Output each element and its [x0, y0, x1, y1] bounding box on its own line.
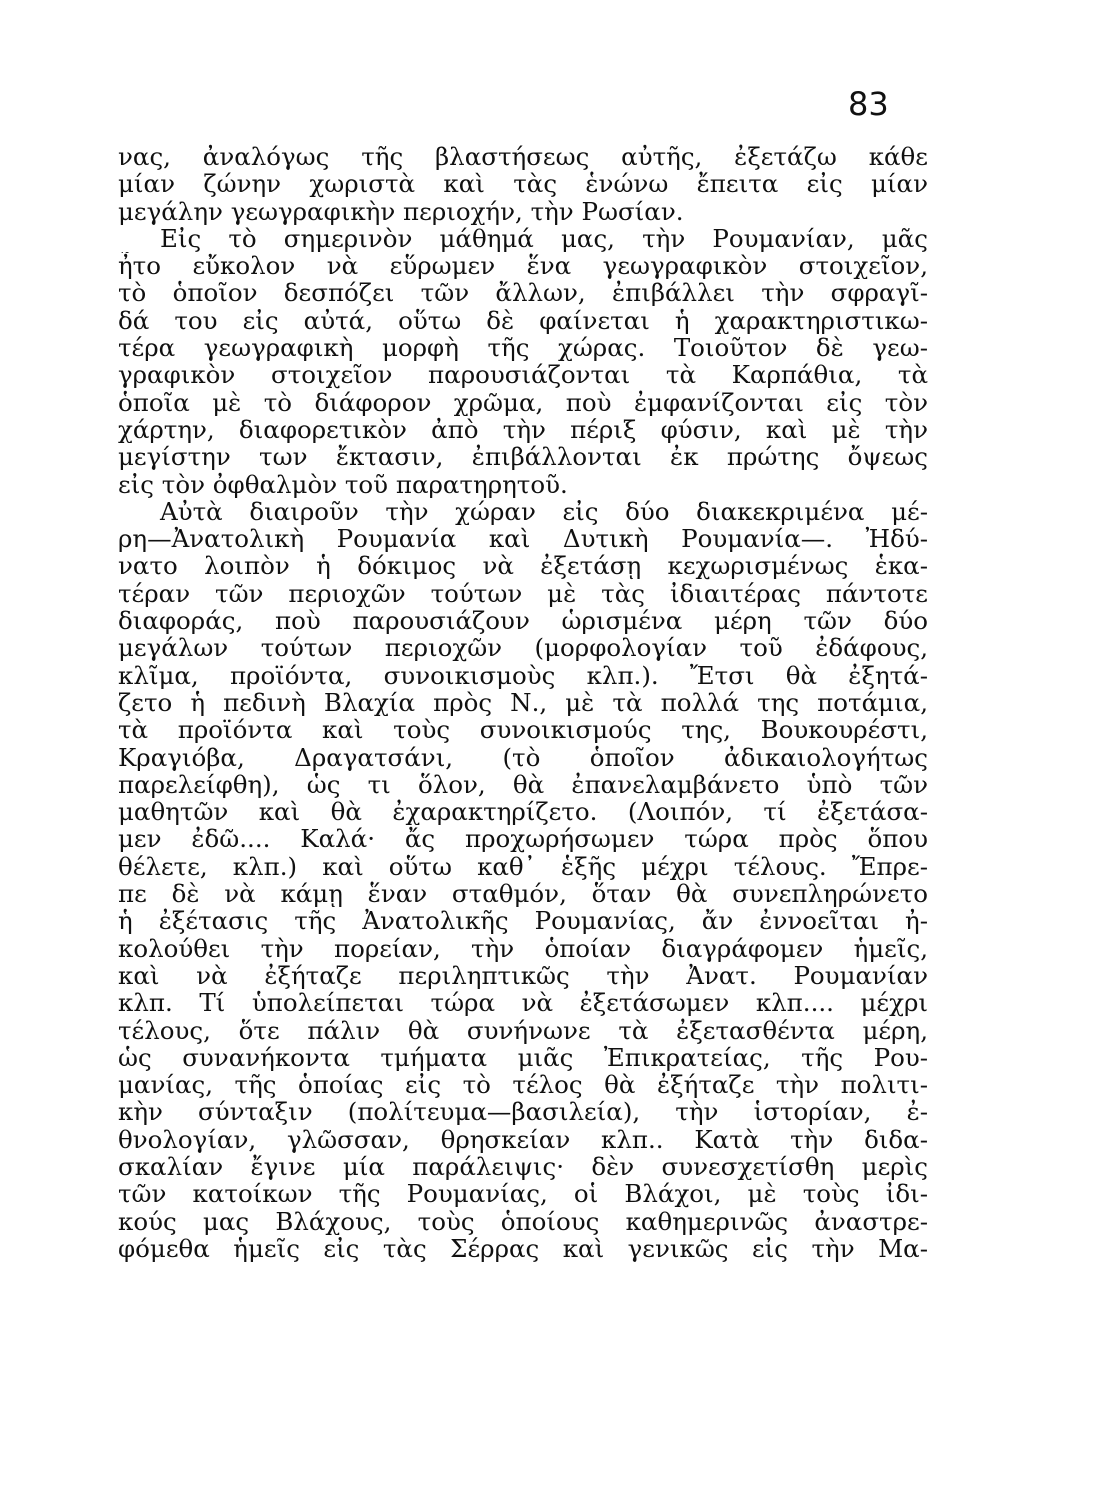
- text-line: μίαν ζώνην χωριστὰ καὶ τὰς ἑνώνω ἔπειτα εἰς μίαν: [118, 170, 928, 198]
- text-line: ἡ ἐξέτασις τῆς Ἀνατολικῆς Ρουμανίας, ἄν ἐννοεῖται ἠ-: [118, 907, 928, 935]
- text-line: κούς μας Βλάχους, τοὺς ὁποίους καθημερινῶς ἀναστρε-: [118, 1207, 928, 1235]
- text-line: ὁποῖα μὲ τὸ διάφορον χρῶμα, ποὺ ἐμφανίζονται εἰς τὸν: [118, 388, 928, 416]
- text-line: μαθητῶν καὶ θὰ ἐχαρακτηρίζετο. (Λοιπόν, τί ἐξετάσα-: [118, 798, 928, 826]
- text-line: ἦτο εὔκολον νὰ εὕρωμεν ἕνα γεωγραφικὸν στοιχεῖον,: [118, 252, 928, 280]
- text-line: τέραν τῶν περιοχῶν τούτων μὲ τὰς ἰδιαιτέρας πάντοτε: [118, 579, 928, 608]
- text-line: ζετο ἡ πεδινὴ Βλαχία πρὸς Ν., μὲ τὰ πολλά της ποτάμια,: [118, 688, 928, 717]
- text-line: νατο λοιπὸν ἡ δόκιμος νὰ ἐξετάσῃ κεχωρισμένως ἑκα-: [118, 552, 928, 580]
- text-line: μεγάλην γεωγραφικὴν περιοχήν, τὴν Ρωσίαν.: [118, 197, 684, 225]
- text-line: Αὐτὰ διαιροῦν τὴν χώραν εἰς δύο διακεκριμένα μέ-: [160, 497, 928, 526]
- text-line: δά του εἰς αὐτά, οὕτω δὲ φαίνεται ἡ χαρακτηριστικω-: [118, 306, 928, 335]
- body-text: [118, 143, 928, 1262]
- text-line: εἰς τὸν ὀφθαλμὸν τοῦ παρατηρητοῦ.: [118, 470, 568, 498]
- text-line: παρελείφθη), ὡς τι ὅλον, θὰ ἐπανελαμβάνετο ὑπὸ τῶν: [118, 770, 928, 799]
- text-line: θνολογίαν, γλῶσσαν, θρησκείαν κλπ.. Κατὰ τὴν διδα-: [118, 1125, 928, 1153]
- text-line: κλῖμα, προϊόντα, συνοικισμοὺς κλπ.). Ἔτσι θὰ ἐξητά-: [118, 661, 928, 689]
- text-line: φόμεθα ἡμεῖς εἰς τὰς Σέρρας καὶ γενικῶς εἰς τὴν Μα-: [118, 1234, 928, 1263]
- text-line: μεν ἐδῶ.... Καλά· ἄς προχωρήσωμεν τώρα πρὸς ὅπου: [118, 825, 928, 853]
- text-line: κλπ. Τί ὑπολείπεται τώρα νὰ ἐξετάσωμεν κλπ.... μέχρι: [118, 989, 928, 1017]
- text-line: Εἰς τὸ σημερινὸν μάθημά μας, τὴν Ρουμανίαν, μᾶς: [160, 224, 928, 253]
- text-line: τὰ προϊόντα καὶ τοὺς συνοικισμούς της, Βουκουρέστι,: [118, 716, 928, 744]
- text-line: θέλετε, κλπ.) καὶ οὕτω καθ᾽ ἑξῆς μέχρι τέλους. Ἔπρε-: [118, 852, 928, 881]
- text-line: τῶν κατοίκων τῆς Ρουμανίας, οἱ Βλάχοι, μὲ τοὺς ἰδι-: [118, 1180, 928, 1208]
- text-line: Κραγιόβα, Δραγατσάνι, (τὸ ὁποῖον ἀδικαιολογήτως: [118, 743, 928, 771]
- text-line: μανίας, τῆς ὁποίας εἰς τὸ τέλος θὰ ἐξήταζε τὴν πολιτι-: [118, 1071, 928, 1099]
- text-line: κολούθει τὴν πορείαν, τὴν ὁποίαν διαγράφομεν ἡμεῖς,: [118, 934, 928, 962]
- text-line: χάρτην, διαφορετικὸν ἀπὸ τὴν πέριξ φύσιν, καὶ μὲ τὴν: [118, 415, 928, 444]
- text-line: κὴν σύνταξιν (πολίτευμα—βασιλεία), τὴν ἱστορίαν, ἐ-: [118, 1098, 928, 1126]
- text-line: σκαλίαν ἔγινε μία παράλειψις· δὲν συνεσχετίσθη μερὶς: [118, 1152, 928, 1181]
- text-line: γραφικὸν στοιχεῖον παρουσιάζονται τὰ Καρπάθια, τὰ: [118, 361, 928, 389]
- text-line: ὡς συνανήκοντα τμήματα μιᾶς Ἐπικρατείας, τῆς Ρου-: [118, 1043, 928, 1072]
- text-line: τὸ ὁποῖον δεσπόζει τῶν ἄλλων, ἐπιβάλλει τὴν σφραγῖ-: [118, 279, 928, 307]
- text-line: πε δὲ νὰ κάμῃ ἕναν σταθμόν, ὅταν θὰ συνεπληρώνετο: [118, 880, 928, 908]
- text-line: διαφοράς, ποὺ παρουσιάζουν ὡρισμένα μέρη τῶν δύο: [118, 607, 928, 635]
- text-line: μεγίστην των ἔκτασιν, ἐπιβάλλονται ἐκ πρώτης ὄψεως: [118, 443, 928, 471]
- text-line: ρη—Ἀνατολικὴ Ρουμανία καὶ Δυτικὴ Ρουμανία—. Ἠδύ-: [118, 525, 928, 553]
- page-number: 83: [848, 85, 889, 123]
- text-line: μεγάλων τούτων περιοχῶν (μορφολογίαν τοῦ ἐδάφους,: [118, 634, 928, 662]
- text-line: τέρα γεωγραφικὴ μορφὴ τῆς χώρας. Τοιοῦτον δὲ γεω-: [118, 334, 928, 362]
- text-line: νας, ἀναλόγως τῆς βλαστήσεως αὐτῆς, ἐξετάζω κάθε: [118, 143, 928, 171]
- text-line: καὶ νὰ ἐξήταζε περιληπτικῶς τὴν Ἀνατ. Ρουμανίαν: [118, 961, 928, 990]
- text-line: τέλους, ὅτε πάλιν θὰ συνήνωνε τὰ ἐξετασθέντα μέρη,: [118, 1016, 928, 1044]
